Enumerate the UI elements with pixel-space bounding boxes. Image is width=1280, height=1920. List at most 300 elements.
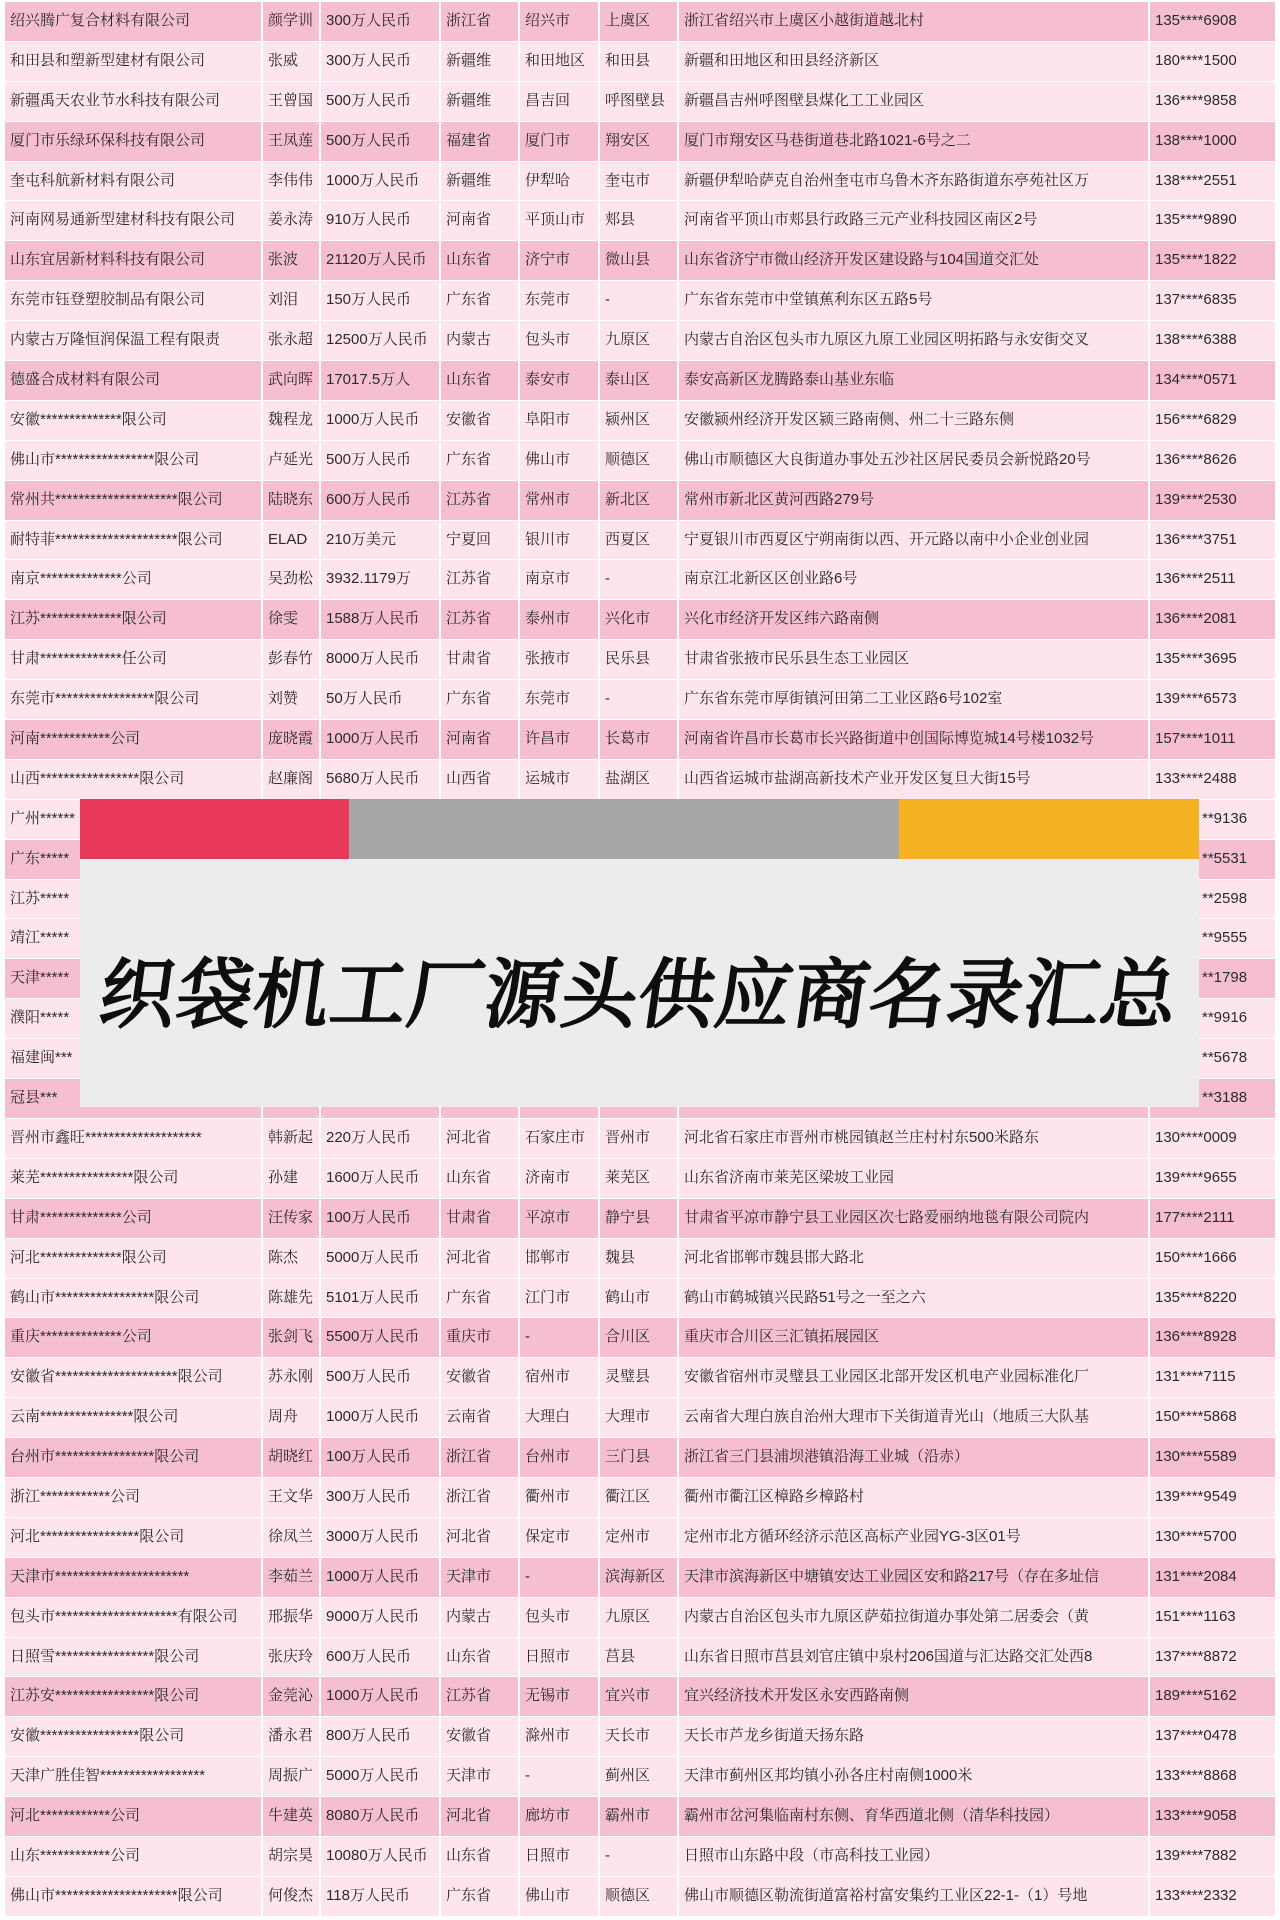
cell-address: 佛山市顺德区大良街道办事处五沙社区居民委员会新悦路20号 — [679, 441, 1150, 481]
cell-province: 浙江省 — [441, 1478, 520, 1518]
cell-contact: 胡晓红 — [263, 1438, 321, 1478]
banner-bar-yellow — [899, 799, 1199, 859]
cell-address: 山东省济宁市微山经济开发区建设路与104国道交汇处 — [679, 241, 1150, 281]
cell-capital: 500万人民币 — [321, 122, 441, 162]
cell-district: 九原区 — [600, 321, 679, 361]
cell-address: 云南省大理白族自治州大理市下关街道青光山（地质三大队基 — [679, 1398, 1150, 1438]
cell-address: 河北省邯郸市魏县邯大路北 — [679, 1239, 1150, 1279]
cell-phone: 133****2332 — [1150, 1877, 1275, 1917]
cell-province: 重庆市 — [441, 1318, 520, 1358]
cell-city: 石家庄市 — [520, 1119, 600, 1159]
table-row — [5, 361, 1275, 401]
cell-district: 合川区 — [600, 1318, 679, 1358]
cell-district: 九原区 — [600, 1598, 679, 1638]
table-row — [5, 1358, 1275, 1398]
cell-company: 新疆禹天农业节水科技有限公司 — [5, 82, 263, 122]
cell-district: 静宁县 — [600, 1199, 679, 1239]
cell-address: 厦门市翔安区马巷街道巷北路1021-6号之二 — [679, 122, 1150, 162]
cell-contact: 庞晓霞 — [263, 720, 321, 760]
cell-district: 衢江区 — [600, 1478, 679, 1518]
cell-city: 厦门市 — [520, 122, 600, 162]
cell-capital: 9000万人民币 — [321, 1598, 441, 1638]
cell-contact: 何俊杰 — [263, 1877, 321, 1917]
cell-address: 内蒙古自治区包头市九原区萨茹拉街道办事处第二居委会（黄 — [679, 1598, 1150, 1638]
cell-district: 莒县 — [600, 1638, 679, 1678]
cell-capital: 21120万人民币 — [321, 241, 441, 281]
cell-contact: 彭春竹 — [263, 640, 321, 680]
cell-company: 鹤山市*****************限公司 — [5, 1279, 263, 1319]
cell-district: 宜兴市 — [600, 1677, 679, 1717]
cell-contact: 张永超 — [263, 321, 321, 361]
cell-capital: 500万人民币 — [321, 82, 441, 122]
cell-phone: 138****6388 — [1150, 321, 1275, 361]
cell-capital: 100万人民币 — [321, 1199, 441, 1239]
cell-company: 重庆**************公司 — [5, 1318, 263, 1358]
cell-capital: 118万人民币 — [321, 1877, 441, 1917]
cell-address: 广东省东莞市中堂镇蕉利东区五路5号 — [679, 281, 1150, 321]
cell-company: 甘肃**************公司 — [5, 1199, 263, 1239]
cell-phone: 135****1822 — [1150, 241, 1275, 281]
cell-contact: 周舟 — [263, 1398, 321, 1438]
cell-phone: 135****8220 — [1150, 1279, 1275, 1319]
cell-phone: 139****6573 — [1150, 680, 1275, 720]
cell-province: 江苏省 — [441, 1677, 520, 1717]
cell-phone: 139****7882 — [1150, 1837, 1275, 1877]
cell-phone: **2598 — [1150, 880, 1275, 920]
cell-district: 蓟州区 — [600, 1757, 679, 1797]
cell-address: 新疆和田地区和田县经济新区 — [679, 42, 1150, 82]
table-row — [5, 321, 1275, 361]
cell-district: 微山县 — [600, 241, 679, 281]
cell-phone: **5678 — [1150, 1039, 1275, 1079]
cell-phone: 133****2488 — [1150, 760, 1275, 800]
table-row — [5, 441, 1275, 481]
cell-capital: 8000万人民币 — [321, 640, 441, 680]
cell-company: 安徽**************限公司 — [5, 401, 263, 441]
cell-address: 甘肃省张掖市民乐县生态工业园区 — [679, 640, 1150, 680]
cell-contact: 徐凤兰 — [263, 1518, 321, 1558]
cell-city: 日照市 — [520, 1837, 600, 1877]
cell-company: 绍兴腾广复合材料有限公司 — [5, 2, 263, 42]
cell-address: 新疆昌吉州呼图壁县煤化工工业园区 — [679, 82, 1150, 122]
cell-province: 河北省 — [441, 1797, 520, 1837]
cell-company: 莱芜****************限公司 — [5, 1159, 263, 1199]
cell-city: 滁州市 — [520, 1717, 600, 1757]
table-row — [5, 122, 1275, 162]
cell-phone: **9136 — [1150, 800, 1275, 840]
cell-address: 新疆伊犁哈萨克自治州奎屯市乌鲁木齐东路街道东亭苑社区万 — [679, 162, 1150, 202]
cell-contact: 李伟伟 — [263, 162, 321, 202]
cell-company: 甘肃**************任公司 — [5, 640, 263, 680]
cell-district: - — [600, 680, 679, 720]
cell-district: 顺德区 — [600, 441, 679, 481]
cell-district: 奎屯市 — [600, 162, 679, 202]
cell-contact: 颜学训 — [263, 2, 321, 42]
table-row — [5, 42, 1275, 82]
cell-address: 衢州市衢江区樟路乡樟路村 — [679, 1478, 1150, 1518]
cell-company: 河北************公司 — [5, 1797, 263, 1837]
table-row — [5, 1717, 1275, 1757]
cell-company: 天津市*********************** — [5, 1558, 263, 1598]
table-row — [5, 1199, 1275, 1239]
banner-box — [80, 859, 1199, 1107]
cell-company: 河南************公司 — [5, 720, 263, 760]
table-row — [5, 1119, 1275, 1159]
cell-province: 河北省 — [441, 1239, 520, 1279]
table-row — [5, 640, 1275, 680]
cell-district: 魏县 — [600, 1239, 679, 1279]
table-row — [5, 1837, 1275, 1877]
cell-city: - — [520, 1558, 600, 1598]
cell-district: 霸州市 — [600, 1797, 679, 1837]
cell-province: 新疆维 — [441, 162, 520, 202]
cell-district: 鹤山市 — [600, 1279, 679, 1319]
cell-capital: 17017.5万人 — [321, 361, 441, 401]
cell-capital: 1000万人民币 — [321, 1558, 441, 1598]
cell-phone: 130****5700 — [1150, 1518, 1275, 1558]
cell-province: 河北省 — [441, 1119, 520, 1159]
cell-phone: 133****9058 — [1150, 1797, 1275, 1837]
cell-contact: 周振广 — [263, 1757, 321, 1797]
table-row — [5, 1438, 1275, 1478]
cell-phone: 157****1011 — [1150, 720, 1275, 760]
cell-capital: 1588万人民币 — [321, 600, 441, 640]
table-row — [5, 281, 1275, 321]
cell-phone: 136****2081 — [1150, 600, 1275, 640]
cell-address: 山西省运城市盐湖高新技术产业开发区复旦大街15号 — [679, 760, 1150, 800]
cell-address: 山东省日照市莒县刘官庄镇中泉村206国道与汇达路交汇处西8 — [679, 1638, 1150, 1678]
cell-province: 甘肃省 — [441, 640, 520, 680]
table-row — [5, 82, 1275, 122]
cell-address: 山东省济南市莱芜区梁坡工业园 — [679, 1159, 1150, 1199]
cell-province: 天津市 — [441, 1558, 520, 1598]
table-row — [5, 1598, 1275, 1638]
table-row — [5, 1518, 1275, 1558]
cell-phone: 135****3695 — [1150, 640, 1275, 680]
cell-contact: 张波 — [263, 241, 321, 281]
cell-province: 安徽省 — [441, 1717, 520, 1757]
cell-district: - — [600, 1837, 679, 1877]
cell-contact: 陈杰 — [263, 1239, 321, 1279]
cell-company: 山东宜居新材料科技有限公司 — [5, 241, 263, 281]
cell-phone: **9916 — [1150, 999, 1275, 1039]
cell-city: 银川市 — [520, 521, 600, 561]
cell-phone: 136****8626 — [1150, 441, 1275, 481]
cell-contact: 李茹兰 — [263, 1558, 321, 1598]
cell-district: 顺德区 — [600, 1877, 679, 1917]
cell-province: 山东省 — [441, 1837, 520, 1877]
cell-company: 山西*****************限公司 — [5, 760, 263, 800]
cell-company: 山东************公司 — [5, 1837, 263, 1877]
banner-bar-red — [80, 799, 349, 859]
cell-province: 甘肃省 — [441, 1199, 520, 1239]
cell-capital: 5101万人民币 — [321, 1279, 441, 1319]
cell-contact: 王曾国 — [263, 82, 321, 122]
cell-capital: 600万人民币 — [321, 1638, 441, 1678]
table-row — [5, 2, 1275, 42]
cell-contact: 汪传家 — [263, 1199, 321, 1239]
cell-province: 江苏省 — [441, 600, 520, 640]
cell-contact: 刘赞 — [263, 680, 321, 720]
table-row — [5, 1159, 1275, 1199]
cell-city: 包头市 — [520, 321, 600, 361]
cell-capital: 910万人民币 — [321, 201, 441, 241]
cell-address: 宁夏银川市西夏区宁朔南街以西、开元路以南中小企业创业园 — [679, 521, 1150, 561]
cell-city: 宿州市 — [520, 1358, 600, 1398]
cell-city: 佛山市 — [520, 441, 600, 481]
cell-capital: 3932.1179万 — [321, 560, 441, 600]
cell-company: 东莞市*****************限公司 — [5, 680, 263, 720]
cell-province: 山东省 — [441, 241, 520, 281]
cell-address: 兴化市经济开发区纬六路南侧 — [679, 600, 1150, 640]
table-row — [5, 600, 1275, 640]
cell-company: 耐特菲*********************限公司 — [5, 521, 263, 561]
table-row — [5, 680, 1275, 720]
cell-contact: 韩新起 — [263, 1119, 321, 1159]
cell-capital: 5680万人民币 — [321, 760, 441, 800]
cell-contact: 魏程龙 — [263, 401, 321, 441]
cell-province: 内蒙古 — [441, 321, 520, 361]
cell-address: 安徽颍州经济开发区颍三路南侧、州二十三路东侧 — [679, 401, 1150, 441]
cell-company: 南京**************公司 — [5, 560, 263, 600]
cell-company: 江苏安*****************限公司 — [5, 1677, 263, 1717]
cell-district: 新北区 — [600, 481, 679, 521]
cell-city: 平凉市 — [520, 1199, 600, 1239]
cell-company: 河北*****************限公司 — [5, 1518, 263, 1558]
cell-company: 云南****************限公司 — [5, 1398, 263, 1438]
table-row — [5, 521, 1275, 561]
cell-district: 翔安区 — [600, 122, 679, 162]
cell-phone: 137****6835 — [1150, 281, 1275, 321]
cell-phone: 151****1163 — [1150, 1598, 1275, 1638]
cell-city: 无锡市 — [520, 1677, 600, 1717]
cell-phone: 136****2511 — [1150, 560, 1275, 600]
cell-contact: ELAD — [263, 521, 321, 561]
table-row — [5, 1239, 1275, 1279]
cell-province: 江苏省 — [441, 560, 520, 600]
cell-company: 冠县*** — [5, 1079, 263, 1119]
cell-contact: 潘永君 — [263, 1717, 321, 1757]
cell-phone: 136****9858 — [1150, 82, 1275, 122]
cell-province: 安徽省 — [441, 1358, 520, 1398]
banner-color-bar — [80, 799, 1199, 859]
cell-company: 河北**************限公司 — [5, 1239, 263, 1279]
cell-city: 和田地区 — [520, 42, 600, 82]
table-row — [5, 760, 1275, 800]
cell-phone: **3188 — [1150, 1079, 1275, 1119]
table-row — [5, 241, 1275, 281]
cell-company: 厦门市乐绿环保科技有限公司 — [5, 122, 263, 162]
cell-city: 运城市 — [520, 760, 600, 800]
cell-city: - — [520, 1318, 600, 1358]
cell-phone: **9555 — [1150, 919, 1275, 959]
cell-city: 许昌市 — [520, 720, 600, 760]
cell-contact: 王文华 — [263, 1478, 321, 1518]
cell-city: 日照市 — [520, 1638, 600, 1678]
cell-city: 廊坊市 — [520, 1797, 600, 1837]
cell-city: 邯郸市 — [520, 1239, 600, 1279]
cell-contact: 胡宗昊 — [263, 1837, 321, 1877]
cell-city: 伊犁哈 — [520, 162, 600, 202]
cell-address: 天津市蓟州区邦均镇小孙各庄村南侧1000米 — [679, 1757, 1150, 1797]
cell-province: 广东省 — [441, 281, 520, 321]
cell-address: 浙江省绍兴市上虞区小越街道越北村 — [679, 2, 1150, 42]
cell-district: 天长市 — [600, 1717, 679, 1757]
cell-address: 重庆市合川区三汇镇拓展园区 — [679, 1318, 1150, 1358]
cell-province: 江苏省 — [441, 481, 520, 521]
cell-city: 昌吉回 — [520, 82, 600, 122]
cell-phone: 180****1500 — [1150, 42, 1275, 82]
banner-title: 织袋机工厂源头供应商名录汇总 — [93, 949, 1184, 1039]
cell-company: 包头市*********************有限公司 — [5, 1598, 263, 1638]
cell-address: 甘肃省平凉市静宁县工业园区次七路爱丽纳地毯有限公司院内 — [679, 1199, 1150, 1239]
cell-phone: 131****2084 — [1150, 1558, 1275, 1598]
cell-phone: 139****9549 — [1150, 1478, 1275, 1518]
cell-capital: 300万人民币 — [321, 42, 441, 82]
cell-capital: 500万人民币 — [321, 1358, 441, 1398]
cell-company: 台州市*****************限公司 — [5, 1438, 263, 1478]
cell-phone: 189****5162 — [1150, 1677, 1275, 1717]
cell-capital: 12500万人民币 — [321, 321, 441, 361]
cell-contact: 金莞沁 — [263, 1677, 321, 1717]
cell-city: 衢州市 — [520, 1478, 600, 1518]
cell-contact: 苏永刚 — [263, 1358, 321, 1398]
cell-company: 东莞市钰登塑胶制品有限公司 — [5, 281, 263, 321]
cell-province: 山东省 — [441, 1638, 520, 1678]
cell-company: 福建闽*** — [5, 1039, 263, 1079]
cell-phone: 133****8868 — [1150, 1757, 1275, 1797]
cell-province: 河南省 — [441, 201, 520, 241]
cell-phone: 135****9890 — [1150, 201, 1275, 241]
cell-address: 常州市新北区黄河西路279号 — [679, 481, 1150, 521]
cell-phone: 130****0009 — [1150, 1119, 1275, 1159]
cell-district: 颍州区 — [600, 401, 679, 441]
cell-address: 南京江北新区区创业路6号 — [679, 560, 1150, 600]
cell-address: 河南省平顶山市郏县行政路三元产业科技园区南区2号 — [679, 201, 1150, 241]
cell-district: - — [600, 560, 679, 600]
cell-contact: 王凤莲 — [263, 122, 321, 162]
cell-company: 日照雪*****************限公司 — [5, 1638, 263, 1678]
cell-district: 三门县 — [600, 1438, 679, 1478]
cell-company: 河南网易通新型建材科技有限公司 — [5, 201, 263, 241]
cell-address: 安徽省宿州市灵璧县工业园区北部开发区机电产业园标准化厂 — [679, 1358, 1150, 1398]
cell-contact: 邢振华 — [263, 1598, 321, 1638]
cell-city: 济宁市 — [520, 241, 600, 281]
cell-capital: 150万人民币 — [321, 281, 441, 321]
cell-phone: 136****8928 — [1150, 1318, 1275, 1358]
cell-district: 长葛市 — [600, 720, 679, 760]
cell-phone: 139****2530 — [1150, 481, 1275, 521]
cell-district: 大理市 — [600, 1398, 679, 1438]
cell-province: 广东省 — [441, 680, 520, 720]
cell-district: 莱芜区 — [600, 1159, 679, 1199]
cell-address: 泰安高新区龙腾路泰山基业东临 — [679, 361, 1150, 401]
cell-company: 濮阳***** — [5, 999, 263, 1039]
cell-contact: 陆晓东 — [263, 481, 321, 521]
cell-district: 民乐县 — [600, 640, 679, 680]
cell-phone: 177****2111 — [1150, 1199, 1275, 1239]
cell-province: 广东省 — [441, 441, 520, 481]
cell-phone: 135****6908 — [1150, 2, 1275, 42]
cell-capital: 1000万人民币 — [321, 1677, 441, 1717]
table-row — [5, 560, 1275, 600]
cell-contact: 张剑飞 — [263, 1318, 321, 1358]
cell-province: 广东省 — [441, 1877, 520, 1917]
cell-address: 佛山市顺德区勒流街道富裕村富安集约工业区22-1-（1）号地 — [679, 1877, 1150, 1917]
cell-phone: 138****1000 — [1150, 122, 1275, 162]
cell-province: 内蒙古 — [441, 1598, 520, 1638]
cell-capital: 5000万人民币 — [321, 1239, 441, 1279]
cell-capital: 50万人民币 — [321, 680, 441, 720]
cell-province: 新疆维 — [441, 82, 520, 122]
cell-province: 安徽省 — [441, 401, 520, 441]
cell-capital: 8080万人民币 — [321, 1797, 441, 1837]
cell-address: 定州市北方循环经济示范区高标产业园YG-3区01号 — [679, 1518, 1150, 1558]
cell-city: 东莞市 — [520, 281, 600, 321]
cell-capital: 1000万人民币 — [321, 1398, 441, 1438]
cell-company: 浙江************公司 — [5, 1478, 263, 1518]
cell-company: 奎屯科航新材料有限公司 — [5, 162, 263, 202]
table-row — [5, 401, 1275, 441]
cell-phone: 139****9655 — [1150, 1159, 1275, 1199]
cell-district: 滨海新区 — [600, 1558, 679, 1598]
cell-capital: 500万人民币 — [321, 441, 441, 481]
cell-phone: 131****7115 — [1150, 1358, 1275, 1398]
cell-address: 内蒙古自治区包头市九原区九原工业园区明拓路与永安街交叉 — [679, 321, 1150, 361]
table-row — [5, 1877, 1275, 1917]
cell-company: 佛山市*********************限公司 — [5, 1877, 263, 1917]
cell-contact: 赵廉阁 — [263, 760, 321, 800]
cell-company: 广东***** — [5, 840, 263, 880]
cell-company: 天津***** — [5, 959, 263, 999]
cell-province: 浙江省 — [441, 2, 520, 42]
cell-capital: 220万人民币 — [321, 1119, 441, 1159]
cell-contact: 吴劲松 — [263, 560, 321, 600]
cell-city: 大理白 — [520, 1398, 600, 1438]
cell-district: 上虞区 — [600, 2, 679, 42]
cell-phone: 156****6829 — [1150, 401, 1275, 441]
cell-contact: 卢延光 — [263, 441, 321, 481]
cell-city: 张掖市 — [520, 640, 600, 680]
cell-contact: 刘泪 — [263, 281, 321, 321]
cell-province: 河南省 — [441, 720, 520, 760]
cell-capital: 10080万人民币 — [321, 1837, 441, 1877]
table-row — [5, 1478, 1275, 1518]
cell-capital: 210万美元 — [321, 521, 441, 561]
cell-phone: 134****0571 — [1150, 361, 1275, 401]
cell-capital: 600万人民币 — [321, 481, 441, 521]
cell-phone: 137****8872 — [1150, 1638, 1275, 1678]
cell-phone: **1798 — [1150, 959, 1275, 999]
cell-contact: 孙建 — [263, 1159, 321, 1199]
cell-province: 宁夏回 — [441, 521, 520, 561]
cell-district: 晋州市 — [600, 1119, 679, 1159]
cell-address: 天长市芦龙乡街道天扬东路 — [679, 1717, 1150, 1757]
cell-capital: 100万人民币 — [321, 1438, 441, 1478]
cell-contact: 张庆玲 — [263, 1638, 321, 1678]
cell-city: 保定市 — [520, 1518, 600, 1558]
cell-province: 山东省 — [441, 1159, 520, 1199]
cell-phone: 130****5589 — [1150, 1438, 1275, 1478]
cell-address: 日照市山东路中段（市高科技工业园） — [679, 1837, 1150, 1877]
cell-phone: 136****3751 — [1150, 521, 1275, 561]
cell-district: 定州市 — [600, 1518, 679, 1558]
cell-capital: 1000万人民币 — [321, 162, 441, 202]
cell-district: 泰山区 — [600, 361, 679, 401]
cell-capital: 3000万人民币 — [321, 1518, 441, 1558]
cell-company: 晋州市鑫旺******************** — [5, 1119, 263, 1159]
cell-address: 鹤山市鹤城镇兴民路51号之一至之六 — [679, 1279, 1150, 1319]
